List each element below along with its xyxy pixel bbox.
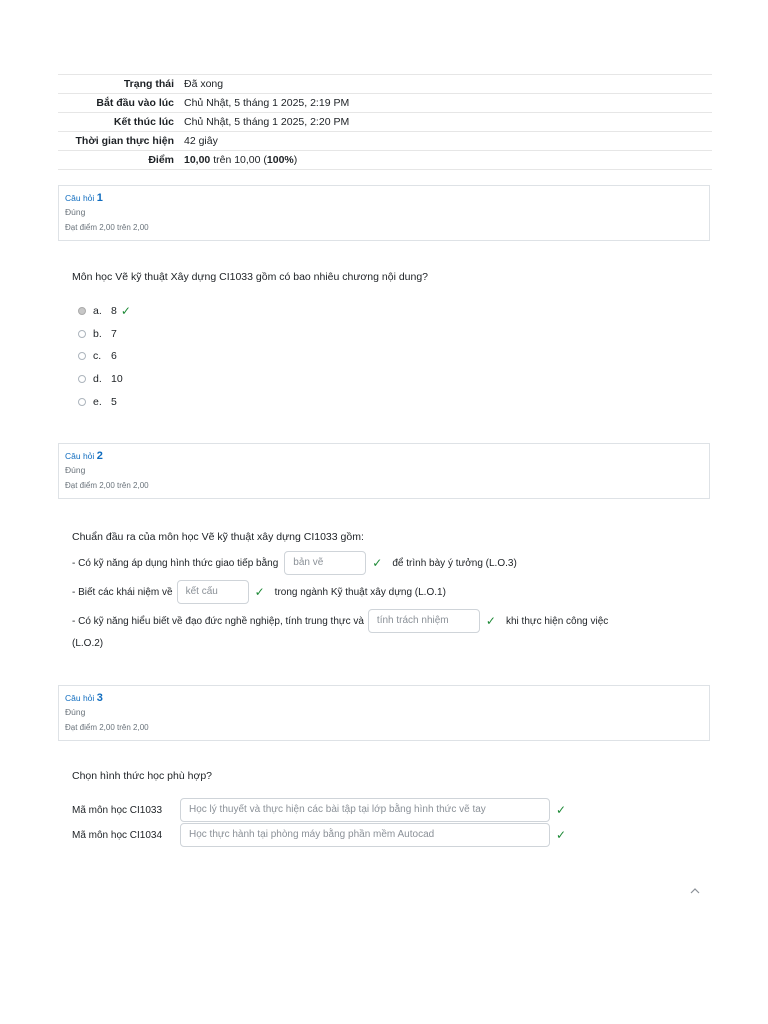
review-summary-table (58, 74, 712, 170)
question-state: Đúng (65, 207, 86, 217)
match-row-2 (72, 823, 576, 847)
question-grade: Đạt điểm 2,00 trên 2,00 (65, 481, 149, 490)
summary-label: Điểm (148, 154, 174, 166)
answer-options (78, 300, 131, 413)
question-number: Câu hỏi 2 (65, 450, 103, 462)
check-icon: ✓ (372, 556, 383, 570)
summary-value: Chủ Nhật, 5 tháng 1 2025, 2:20 PM (184, 116, 350, 128)
question-info-3 (58, 685, 710, 741)
question-number: Câu hỏi 3 (65, 692, 103, 704)
question-text-1: Môn học Vẽ kỹ thuật Xây dựng CI1033 gồm có bao nhiêu chương nội dung? (72, 271, 429, 283)
radio-button[interactable] (78, 330, 86, 338)
match-label: Mã môn học CI1034 (72, 829, 163, 841)
question-info-1 (58, 185, 710, 241)
radio-button[interactable] (78, 307, 86, 315)
match-answer[interactable]: Học thực hành tại phòng máy bằng phần mềm Autocad (180, 823, 550, 847)
radio-button[interactable] (78, 398, 86, 406)
answer-option-b[interactable]: b. 7 (78, 323, 131, 346)
question-info-2 (58, 443, 710, 499)
radio-button[interactable] (78, 375, 86, 383)
answer-option-d[interactable]: d. 10 (78, 368, 131, 391)
fill-line-1: - Có kỹ năng áp dụng hình thức giao tiếp bằng bản vẽ ✓ để trình bày ý tưởng (L.O.3) (72, 551, 517, 575)
summary-row-duration (58, 132, 712, 151)
check-icon: ✓ (556, 803, 567, 817)
summary-value: 42 giây (184, 135, 218, 147)
question-grade: Đạt điểm 2,00 trên 2,00 (65, 223, 149, 232)
summary-row-state (58, 75, 712, 94)
question-number: Câu hỏi 1 (65, 192, 103, 204)
check-icon: ✓ (556, 828, 567, 842)
fill-line-2: - Biết các khái niệm về kết cấu ✓ trong ngành Kỹ thuật xây dựng (L.O.1) (72, 580, 446, 604)
match-answer[interactable]: Học lý thuyết và thực hiện các bài tập tại lớp bằng hình thức vẽ tay (180, 798, 550, 822)
answer-option-a[interactable]: a. 8 ✓ (78, 300, 131, 323)
fill-line-4: (L.O.2) (72, 638, 104, 649)
answer-blank[interactable]: bản vẽ (284, 551, 366, 575)
question-text-3: Chọn hình thức học phù hợp? (72, 770, 213, 782)
answer-blank[interactable]: tính trách nhiệm (368, 609, 480, 633)
summary-value: 10,00 trên 10,00 (100%) (184, 154, 298, 166)
answer-blank[interactable]: kết cấu (177, 580, 249, 604)
summary-row-grade (58, 151, 712, 170)
summary-value: Đã xong (184, 78, 224, 90)
summary-value: Chủ Nhật, 5 tháng 1 2025, 2:19 PM (184, 97, 350, 109)
answer-option-e[interactable]: e. 5 (78, 390, 131, 413)
check-icon: ✓ (485, 614, 496, 628)
question-state: Đúng (65, 707, 86, 717)
radio-button[interactable] (78, 352, 86, 360)
question-grade: Đạt điểm 2,00 trên 2,00 (65, 723, 149, 732)
summary-label: Trạng thái (123, 78, 174, 90)
summary-label: Bắt đầu vào lúc (96, 97, 174, 109)
summary-row-started (58, 94, 712, 113)
check-icon: ✓ (254, 585, 265, 599)
match-row-1 (72, 798, 576, 822)
fill-line-3: - Có kỹ năng hiểu biết về đạo đức nghề nghiệp, tính trung thực và tính trách nhiệm ✓ khi thực hiện công việc (72, 609, 608, 633)
chevron-up-icon[interactable] (690, 884, 700, 894)
question-text-2: Chuẩn đầu ra của môn học Vẽ kỹ thuật xây dựng CI1033 gồm: (72, 531, 364, 543)
check-icon: ✓ (120, 304, 131, 319)
answer-option-c[interactable]: c. 6 (78, 345, 131, 368)
match-label: Mã môn học CI1033 (72, 804, 163, 816)
summary-label: Kết thúc lúc (113, 116, 174, 128)
summary-row-completed (58, 113, 712, 132)
summary-label: Thời gian thực hiện (75, 135, 174, 147)
question-state: Đúng (65, 465, 86, 475)
